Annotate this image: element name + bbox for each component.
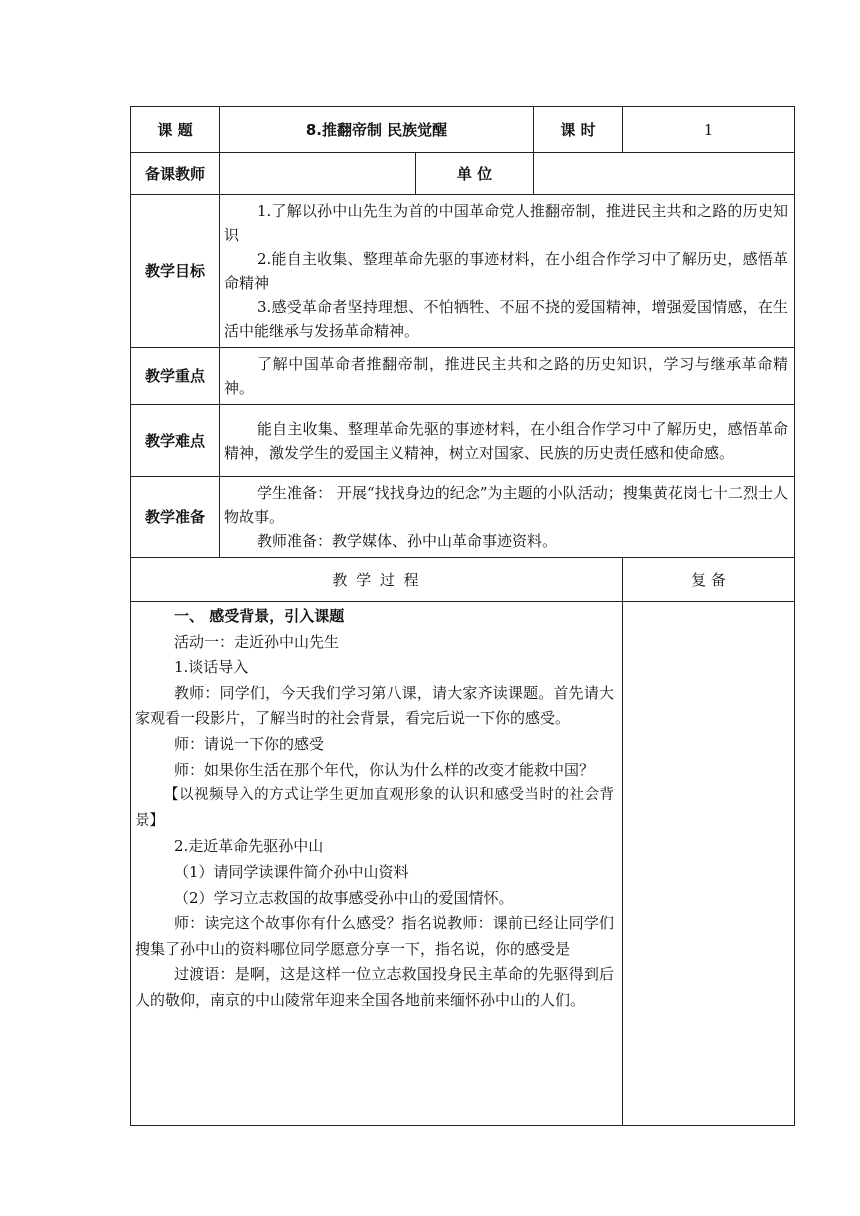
- process-line: 师：请说一下你的感受: [174, 734, 325, 753]
- student-preparation: 学生准备： 开展“找找身边的纪念”为主题的小队活动；搜集黄花岗七十二烈士人物故事。: [224, 484, 789, 526]
- difficulties-row: [131, 405, 795, 477]
- teacher-value: [220, 153, 416, 195]
- preparation-content: [220, 477, 795, 558]
- period-value: 1: [623, 107, 795, 153]
- process-line: 师：读完这个故事你有什么感受？指名说教师：课前已经让同学们搜集了孙中山的资料哪位同学愿意分享一下，指名说，你的感受是: [135, 914, 615, 958]
- difficulties-text: 能自主收集、整理革命先驱的事迹材料，在小组合作学习中了解历史，感悟革命精神，激发学生的爱国主义精神，树立对国家、民族的历史责任感和使命感。: [224, 419, 789, 462]
- process-line: 2.走近革命先驱孙中山: [174, 837, 324, 856]
- process-line: （2）学习立志救国的故事感受孙中山的爱国情怀。: [174, 888, 514, 907]
- goals-row: [131, 195, 795, 348]
- teacher-label: 备课教师: [131, 153, 220, 195]
- goals-content: [220, 195, 795, 348]
- process-content: [131, 602, 623, 1126]
- process-line: 教师：同学们，今天我们学习第八课，请大家齐读课题。首先请大家观看一段影片，了解当时的社会背景，看完后说一下你的感受。: [135, 683, 615, 728]
- teacher-preparation: 教师准备：教学媒体、孙中山革命事迹资料。: [257, 532, 558, 550]
- unit-value: [534, 153, 795, 195]
- topic-label: 课 题: [131, 107, 220, 153]
- section-heading: 一、 感受背景，引入课题: [174, 607, 345, 625]
- period-label: 课 时: [534, 107, 623, 153]
- process-line: 活动一：走近孙中山先生: [174, 632, 340, 651]
- key-points-content: [220, 348, 795, 405]
- preparation-label: 教学准备: [131, 477, 220, 558]
- goal-item: 3.感受革命者坚持理想、不怕牺牲、不屈不挠的爱国精神，增强爱国情感，在生活中能继承与发扬革命精神。: [224, 298, 789, 340]
- process-line: （1）请同学读课件简介孙中山资料: [174, 862, 409, 881]
- lesson-plan-table: [130, 106, 795, 1126]
- topic-value: 8.推翻帝制 民族觉醒: [220, 107, 534, 153]
- goals-label: 教学目标: [131, 195, 220, 348]
- goal-item: 2.能自主收集、整理革命先驱的事迹材料，在小组合作学习中了解历史，感悟革命精神: [224, 250, 789, 292]
- difficulties-content: [220, 405, 795, 477]
- process-header: 教 学 过 程: [131, 558, 623, 602]
- key-points-text: 了解中国革命者推翻帝制，推进民主共和之路的历史知识，学习与继承革命精神。: [224, 355, 789, 397]
- key-points-label: 教学重点: [131, 348, 220, 405]
- process-header-row: [131, 558, 795, 602]
- key-points-row: [131, 348, 795, 405]
- difficulties-label: 教学难点: [131, 405, 220, 477]
- topic-row: [131, 107, 795, 153]
- review-header: 复 备: [623, 558, 795, 602]
- goal-item: 1.了解以孙中山先生为首的中国革命党人推翻帝制，推进民主共和之路的历史知识: [224, 202, 789, 244]
- process-row: [131, 602, 795, 1126]
- unit-label: 单 位: [416, 153, 534, 195]
- design-note: 【以视频导入的方式让学生更加直观形象的认识和感受当时的社会背景】: [135, 787, 615, 829]
- process-line: 过渡语：是啊，这是这样一位立志救国投身民主革命的先驱得到后人的敬仰，南京的中山陵常年迎来全国各地前来缅怀孙中山的人们。: [135, 965, 615, 1009]
- process-line: 1.谈话导入: [174, 658, 249, 677]
- teacher-row: [131, 153, 795, 195]
- process-line: 师：如果你生活在那个年代，你认为什么样的改变才能救中国？: [174, 760, 595, 779]
- preparation-row: [131, 477, 795, 558]
- review-notes: [623, 602, 795, 1126]
